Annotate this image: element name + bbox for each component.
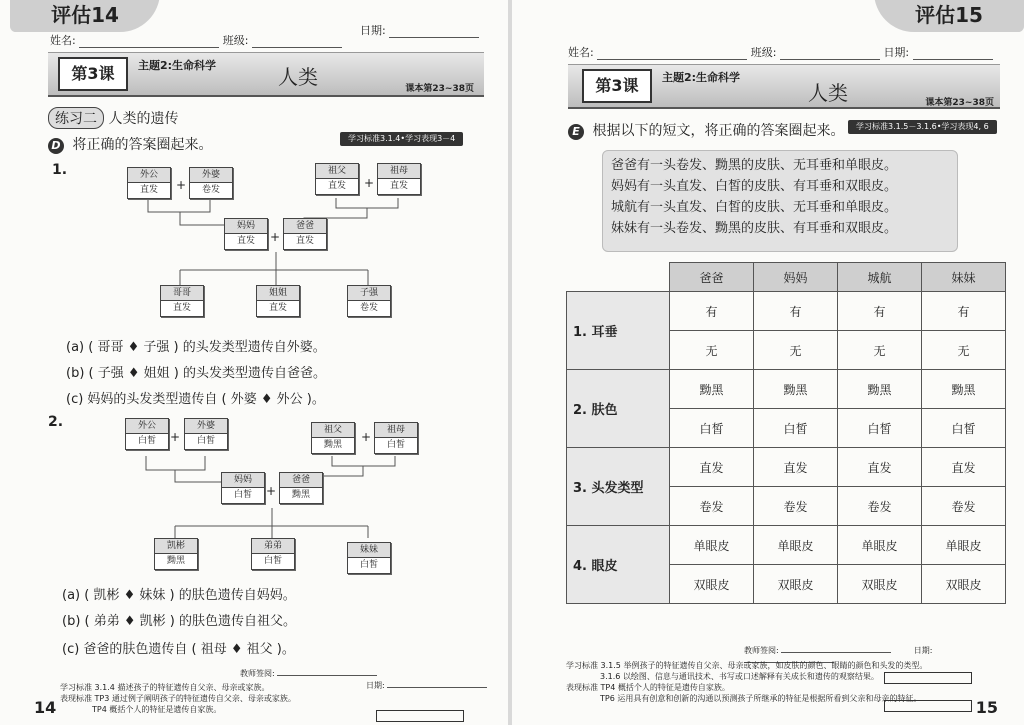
date-label: 日期:	[360, 24, 386, 37]
teacher-date-field[interactable]	[387, 687, 487, 688]
class-label: 班级:	[750, 46, 777, 59]
q1-number: 1.	[52, 162, 68, 178]
member-name: 爸爸	[284, 219, 326, 234]
family-member-box	[311, 422, 355, 454]
page-title: 人类	[278, 65, 318, 89]
answer-option-cell[interactable]: 双眼皮	[670, 565, 754, 604]
table-header: 城航	[838, 263, 922, 292]
passage-line: 妹妹有一头卷发、黝黑的皮肤、有耳垂和双眼皮。	[611, 221, 898, 236]
name-field[interactable]	[597, 49, 747, 60]
answer-option-cell[interactable]: 白皙	[922, 409, 1006, 448]
family-member-box	[347, 285, 391, 317]
answer-option-cell[interactable]: 卷发	[838, 487, 922, 526]
answer-option-cell[interactable]: 无	[922, 331, 1006, 370]
table-corner	[567, 263, 670, 292]
member-name: 祖父	[312, 423, 354, 438]
plus-sign: +	[170, 430, 181, 444]
answer-option-cell[interactable]: 白皙	[754, 409, 838, 448]
member-name: 外公	[126, 419, 168, 434]
family-member-box	[347, 542, 391, 574]
member-name: 妈妈	[222, 473, 264, 488]
answer-option-cell[interactable]: 直发	[922, 448, 1006, 487]
answer-option-cell[interactable]: 有	[754, 292, 838, 331]
member-trait: 卷发	[201, 185, 220, 195]
member-name: 祖父	[316, 164, 358, 179]
member-name: 哥哥	[161, 286, 203, 301]
member-trait: 直发	[327, 181, 346, 191]
textbook-pages: 课本第23~38页	[405, 84, 474, 94]
footer-line: TP6 运用具有创意和创新的沟通以预测孩子所继承的特征是根据所看到父亲和母亲的特征。	[600, 694, 922, 703]
family-member-box	[377, 163, 421, 195]
footer-standards	[60, 682, 296, 715]
family-member-box	[283, 218, 327, 250]
teacher-date-label: 日期:	[366, 681, 385, 690]
family-member-box	[374, 422, 418, 454]
date-field[interactable]	[913, 49, 993, 60]
q2-number: 2.	[48, 414, 64, 430]
plus-sign: +	[361, 430, 372, 444]
answer-table	[566, 262, 1006, 604]
answer-option-cell[interactable]: 黝黑	[838, 370, 922, 409]
footer-line: TP4 概括个人的特征是遗传自家族。	[92, 705, 222, 714]
plus-sign: +	[266, 484, 277, 498]
family-member-box	[251, 538, 295, 570]
student-info	[568, 44, 993, 60]
question-heading	[568, 120, 844, 140]
member-trait: 黝黑	[166, 556, 185, 566]
member-name: 弟弟	[252, 539, 294, 554]
answer-option-cell[interactable]: 黝黑	[754, 370, 838, 409]
answer-option-cell[interactable]: 单眼皮	[922, 526, 1006, 565]
answer-option-cell[interactable]: 无	[670, 331, 754, 370]
answer-option-cell[interactable]: 双眼皮	[838, 565, 922, 604]
member-name: 妹妹	[348, 543, 390, 558]
member-trait: 直发	[389, 181, 408, 191]
footer-line: 表现标准 TP3 通过例子阐明孩子的特征遗传自父亲、母亲或家族。	[60, 694, 296, 703]
member-name: 凯彬	[155, 539, 197, 554]
member-name: 子强	[348, 286, 390, 301]
class-label: 班级:	[222, 34, 249, 47]
footer-line: 学习标准 3.1.5 举例孩子的特征遗传自父亲、母亲或家族，如皮肤的颜色、眼睛的颜色和头发的类型。	[566, 661, 928, 670]
grade-box[interactable]	[884, 700, 972, 712]
family-member-box	[160, 285, 204, 317]
date-label: 日期:	[883, 46, 910, 59]
answer-option-cell[interactable]: 有	[670, 292, 754, 331]
row-label: 4. 眼皮	[567, 526, 670, 604]
answer-option-cell[interactable]: 有	[838, 292, 922, 331]
answer-option-cell[interactable]: 直发	[754, 448, 838, 487]
plus-sign: +	[270, 230, 281, 244]
member-trait: 直发	[268, 303, 287, 313]
member-name: 姐姐	[257, 286, 299, 301]
exercise-badge: 练习二	[48, 107, 104, 129]
name-label: 姓名:	[50, 34, 76, 47]
passage-line: 爸爸有一头卷发、黝黑的皮肤、无耳垂和单眼皮。	[611, 158, 898, 173]
member-trait: 直发	[172, 303, 191, 313]
answer-option-cell[interactable]: 卷发	[670, 487, 754, 526]
answer-option-cell[interactable]: 卷发	[754, 487, 838, 526]
table-row	[567, 370, 1006, 409]
answer-option-cell[interactable]: 卷发	[922, 487, 1006, 526]
member-name: 外公	[128, 168, 170, 183]
page-title: 人类	[808, 81, 848, 105]
table-header: 妈妈	[754, 263, 838, 292]
lesson-label: 第3课	[582, 69, 652, 103]
grade-box[interactable]	[376, 710, 464, 722]
grade-box[interactable]	[884, 672, 972, 684]
member-trait: 直发	[139, 185, 158, 195]
member-name: 妈妈	[225, 219, 267, 234]
answer-option-cell[interactable]: 直发	[838, 448, 922, 487]
q2-line-b[interactable]: (b) ( 弟弟 ♦ 凯彬 ) 的肤色遗传自祖父。	[62, 614, 296, 629]
lesson-label: 第3课	[58, 57, 128, 91]
table-header: 妹妹	[922, 263, 1006, 292]
class-field[interactable]	[780, 49, 880, 60]
answer-option-cell[interactable]: 白皙	[838, 409, 922, 448]
theme-label: 主题2:生命科学	[138, 59, 217, 72]
table-row	[567, 526, 1006, 565]
theme-label: 主题2:生命科学	[662, 71, 741, 84]
family-member-box	[315, 163, 359, 195]
answer-option-cell[interactable]: 直发	[670, 448, 754, 487]
teacher-sign-label: 教师签阅:	[240, 669, 275, 678]
teacher-sign-field[interactable]	[277, 675, 377, 676]
member-trait: 白皙	[137, 436, 156, 446]
right-page	[512, 0, 1024, 725]
member-trait: 黝黑	[323, 440, 342, 450]
eval-title: 评估15	[874, 0, 1024, 32]
teacher-date	[366, 680, 487, 691]
question-letter: D	[48, 138, 64, 154]
answer-option-cell[interactable]: 有	[922, 292, 1006, 331]
name-label: 姓名:	[568, 46, 594, 59]
answer-option-cell[interactable]: 双眼皮	[922, 565, 1006, 604]
family-member-box	[224, 218, 268, 250]
member-trait: 白皙	[196, 436, 215, 446]
member-trait: 卷发	[359, 303, 378, 313]
passage-line: 妈妈有一头直发、白皙的皮肤、有耳垂和双眼皮。	[611, 179, 898, 194]
family-member-box	[279, 472, 323, 504]
answer-option-cell[interactable]: 黝黑	[670, 370, 754, 409]
q1-line-a[interactable]: (a) ( 哥哥 ♦ 子强 ) 的头发类型遗传自外婆。	[66, 340, 326, 355]
member-trait: 黝黑	[291, 490, 310, 500]
member-trait: 直发	[236, 236, 255, 246]
row-label: 2. 肤色	[567, 370, 670, 448]
question-text: 将正确的答案圈起来。	[72, 137, 213, 153]
table-row	[567, 448, 1006, 487]
member-trait: 直发	[295, 236, 314, 246]
member-trait: 白皙	[233, 490, 252, 500]
answer-table-body	[567, 292, 1006, 604]
lesson-banner	[568, 64, 1000, 109]
answer-option-cell[interactable]: 单眼皮	[670, 526, 754, 565]
member-name: 爸爸	[280, 473, 322, 488]
teacher-date-label: 日期:	[913, 646, 933, 655]
eval-title: 评估14	[10, 0, 160, 32]
teacher-sign-field[interactable]	[781, 652, 891, 653]
page-number: 14	[34, 698, 57, 717]
left-page	[0, 0, 508, 725]
family-member-box	[189, 167, 233, 199]
member-trait: 白皙	[359, 560, 378, 570]
answer-option-cell[interactable]: 单眼皮	[754, 526, 838, 565]
answer-option-cell[interactable]: 无	[838, 331, 922, 370]
story-passage	[602, 150, 958, 252]
passage-line: 城航有一头直发、白皙的皮肤、无耳垂和单眼皮。	[611, 200, 898, 215]
member-name: 外婆	[185, 419, 227, 434]
teacher-sign	[240, 668, 377, 679]
member-name: 外婆	[190, 168, 232, 183]
teacher-sign-label: 教师签阅:	[744, 646, 779, 655]
table-header-row	[567, 263, 1006, 292]
member-name: 祖母	[378, 164, 420, 179]
q1-line-c[interactable]: (c) 妈妈的头发类型遗传自 ( 外婆 ♦ 外公 )。	[66, 392, 325, 407]
exercise-title: 人类的遗传	[108, 111, 179, 127]
member-trait: 白皙	[263, 556, 282, 566]
table-row	[567, 292, 1006, 331]
footer-line: 表现标准 TP4 概括个人的特征是遗传自家族。	[566, 683, 730, 692]
question-letter: E	[568, 124, 584, 140]
q1-line-b[interactable]: (b) ( 子强 ♦ 姐姐 ) 的头发类型遗传自爸爸。	[66, 366, 326, 381]
family-member-box	[127, 167, 171, 199]
standard-tag: 学习标准3.1.4•学习表现3－4	[340, 132, 463, 146]
q2-line-a[interactable]: (a) ( 凯彬 ♦ 妹妹 ) 的肤色遗传自妈妈。	[62, 588, 296, 603]
family-member-box	[256, 285, 300, 317]
q2-line-c[interactable]: (c) 爸爸的肤色遗传自 ( 祖母 ♦ 祖父 )。	[62, 642, 295, 657]
textbook-pages: 课本第23~38页	[925, 98, 994, 108]
answer-option-cell[interactable]: 单眼皮	[838, 526, 922, 565]
page-number: 15	[975, 698, 998, 717]
row-label: 1. 耳垂	[567, 292, 670, 370]
answer-option-cell[interactable]: 白皙	[670, 409, 754, 448]
family-member-box	[125, 418, 169, 450]
plus-sign: +	[176, 178, 187, 192]
answer-option-cell[interactable]: 黝黑	[922, 370, 1006, 409]
member-trait: 白皙	[386, 440, 405, 450]
member-name: 祖母	[375, 423, 417, 438]
family-member-box	[221, 472, 265, 504]
question-text: 根据以下的短文，将正确的答案圈起来。	[592, 123, 845, 139]
standard-tag: 学习标准3.1.5－3.1.6•学习表现4, 6	[848, 120, 997, 134]
plus-sign: +	[364, 176, 375, 190]
family-member-box	[154, 538, 198, 570]
footer-line: 3.1.6 以绘图、信息与通讯技术、书写或口述解释有关成长和遗传的观察结果。	[600, 672, 879, 681]
answer-option-cell[interactable]: 双眼皮	[754, 565, 838, 604]
answer-option-cell[interactable]: 无	[754, 331, 838, 370]
row-label: 3. 头发类型	[567, 448, 670, 526]
family-member-box	[184, 418, 228, 450]
footer-line: 学习标准 3.1.4 描述孩子的特征遗传自父亲、母亲或家族。	[60, 683, 270, 692]
table-header: 爸爸	[670, 263, 754, 292]
